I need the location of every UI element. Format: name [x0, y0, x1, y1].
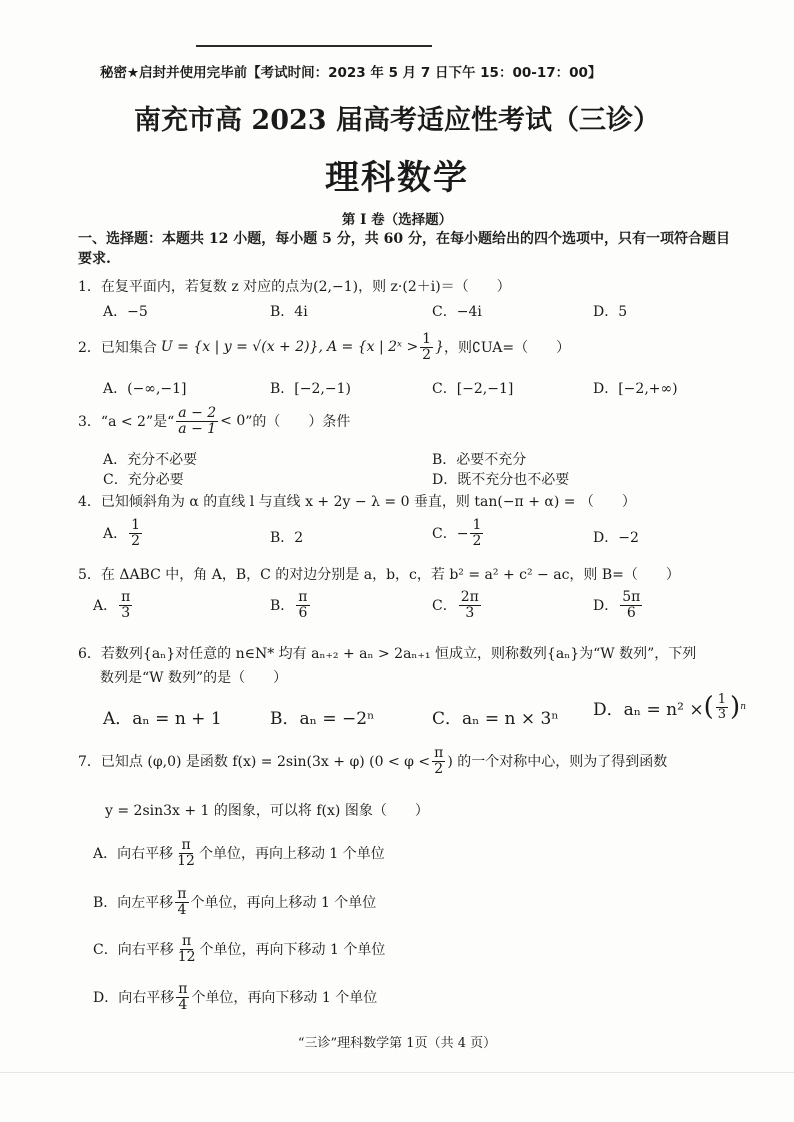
question-7-stem-line2: y = 2sin3x + 1 的图象，可以将 f(x) 图象（ ） [105, 803, 429, 819]
section-instructions: 一、选择题：本题共 12 小题，每小题 5 分，共 60 分，在每小题给出的四个选项中，只有一项符合题目要求. [78, 231, 730, 267]
q7-option-b[interactable]: B．向左平移 $\frac{\pi}{4}$ 个单位，再向上移动 1 个单位 [93, 886, 377, 918]
q4-option-c[interactable]: C．− $\frac{1}{2}$ [432, 517, 482, 549]
fraction-pi-12: $\frac{\pi}{12}$ [177, 837, 195, 869]
page-footer: “三诊”理科数学第 1页（共 4 页） [297, 1036, 497, 1051]
question-5-stem: 5．在 ΔABC 中，角 A，B，C 的对边分别是 a，b，c，若 b² = a² + c² − ac，则 B=（ ） [78, 567, 680, 583]
exam-title: 南充市高 2023 届高考适应性考试（三诊） [134, 105, 660, 136]
fraction-pi-2: $\frac{\pi}{2}$ [434, 745, 444, 777]
q1-option-b[interactable]: B．4i [270, 304, 308, 320]
fraction-pi-4: $\frac{\pi}{4}$ [177, 886, 187, 918]
fraction-2pi-3: $\frac{2\pi}{3}$ [460, 589, 479, 621]
set-a-suffix: } [435, 339, 445, 356]
fraction-pi-12: $\frac{\pi}{12}$ [177, 933, 196, 965]
q4-option-b[interactable]: B．2 [270, 530, 304, 546]
fraction-one-third: $\frac{1}{3}$ [717, 691, 727, 722]
q2-option-b[interactable]: B．[−2,−1) [270, 381, 351, 397]
fraction-5pi-6: $\frac{5\pi}{6}$ [622, 589, 641, 621]
q4-option-a[interactable]: A． $\frac{1}{2}$ [103, 517, 141, 549]
q5-option-c[interactable]: C． $\frac{2\pi}{3}$ [432, 589, 479, 621]
question-7-stem-line1: 7．已知点 (φ,0) 是函数 f(x) = 2sin(3x + φ) (0 < φ < $\frac{\pi}{2}$ ) 的一个对称中心，则为了得到函数 [78, 745, 668, 777]
question-6-stem-line2: 数列是“W 数列”的是（ ） [100, 670, 288, 686]
q5-option-a[interactable]: A． $\frac{\pi}{3}$ [93, 589, 131, 621]
q6-option-a[interactable]: A．aₙ = n + 1 [103, 709, 222, 729]
q2-fraction: $\frac{1}{2}$ [422, 331, 432, 363]
q1-option-c[interactable]: C．−4i [432, 304, 482, 320]
q3-inequality: < 0 [220, 413, 246, 430]
q7-option-d[interactable]: D．向右平移 $\frac{\pi}{4}$ 个单位，再向下移动 1 个单位 [93, 981, 378, 1013]
question-2-stem [78, 332, 570, 362]
top-rule [196, 45, 432, 47]
q7-option-c[interactable]: C．向右平移 $\frac{\pi}{12}$ 个单位，再向下移动 1 个单位 [93, 933, 386, 965]
set-a-prefix: A = {x | 2ˣ > [326, 339, 419, 356]
question-4-stem: 4．已知倾斜角为 α 的直线 l 与直线 x + 2y − λ = 0 垂直，则 tan(−π + α) = （ ） [78, 494, 636, 510]
q5-option-d[interactable]: D． $\frac{5\pi}{6}$ [593, 589, 641, 621]
question-1-stem: 1．在复平面内，若复数 z 对应的点为(2,−1)，则 z·(2＋i)＝（ ） [78, 279, 511, 295]
subject-title: 理科数学 [325, 158, 469, 198]
q1-option-a[interactable]: A．−5 [103, 304, 148, 320]
q2-prefix: 2．已知集合 [78, 340, 157, 357]
set-u: U = {x | y = √(x + 2)}, [160, 339, 323, 356]
q6-option-c[interactable]: C．aₙ = n × 3ⁿ [432, 709, 559, 729]
fraction-pi-4: $\frac{\pi}{4}$ [178, 981, 188, 1013]
scan-edge-line [0, 1072, 794, 1073]
q3-option-d[interactable]: D．既不充分也不必要 [432, 472, 570, 488]
q5-option-b[interactable]: B． $\frac{\pi}{6}$ [270, 589, 308, 621]
q3-suffix: ”的（ ）条件 [245, 414, 351, 431]
fraction-one-half: $\frac{1}{2}$ [472, 517, 482, 549]
q2-suffix: ，则∁UA=（ ） [444, 340, 571, 357]
q3-option-a[interactable]: A．充分不必要 [103, 452, 198, 468]
q2-option-a[interactable]: A．(−∞,−1] [103, 381, 187, 397]
question-3-stem [78, 406, 350, 436]
q3-option-c[interactable]: C．充分必要 [103, 472, 184, 488]
q7-option-a[interactable]: A．向右平移 $\frac{\pi}{12}$ 个单位，再向上移动 1 个单位 [93, 837, 385, 869]
q3-fraction: $\frac{a - 2}{a - 1}$ [178, 405, 217, 437]
volume-title: 第 I 卷（选择题） [341, 212, 453, 228]
fraction-pi-6: $\frac{\pi}{6}$ [298, 589, 308, 621]
q6-option-b[interactable]: B．aₙ = −2ⁿ [270, 709, 375, 729]
q4-option-d[interactable]: D．−2 [593, 530, 639, 546]
question-6-stem-line1: 6．若数列{aₙ}对任意的 n∈N* 均有 aₙ₊₂ + aₙ > 2aₙ₊₁ 恒成立，则称数列{aₙ}为“W 数列”，下列 [78, 646, 697, 662]
fraction-one-half: $\frac{1}{2}$ [131, 517, 141, 549]
q3-prefix: 3．“a < 2”是“ [78, 414, 175, 431]
q2-option-d[interactable]: D．[−2,+∞) [593, 381, 678, 397]
q1-option-d[interactable]: D．5 [593, 304, 628, 320]
q2-option-c[interactable]: C．[−2,−1] [432, 381, 514, 397]
q6-option-d[interactable]: D．aₙ = n² × ( $\frac{1}{3}$ ) n [593, 691, 746, 722]
q3-option-b[interactable]: B．必要不充分 [432, 452, 527, 468]
exam-time-note: 秘密★启封并使用完毕前【考试时间：2023 年 5 月 7 日下午 15：00-17：00】 [100, 65, 602, 81]
fraction-pi-3: $\frac{\pi}{3}$ [121, 589, 131, 621]
